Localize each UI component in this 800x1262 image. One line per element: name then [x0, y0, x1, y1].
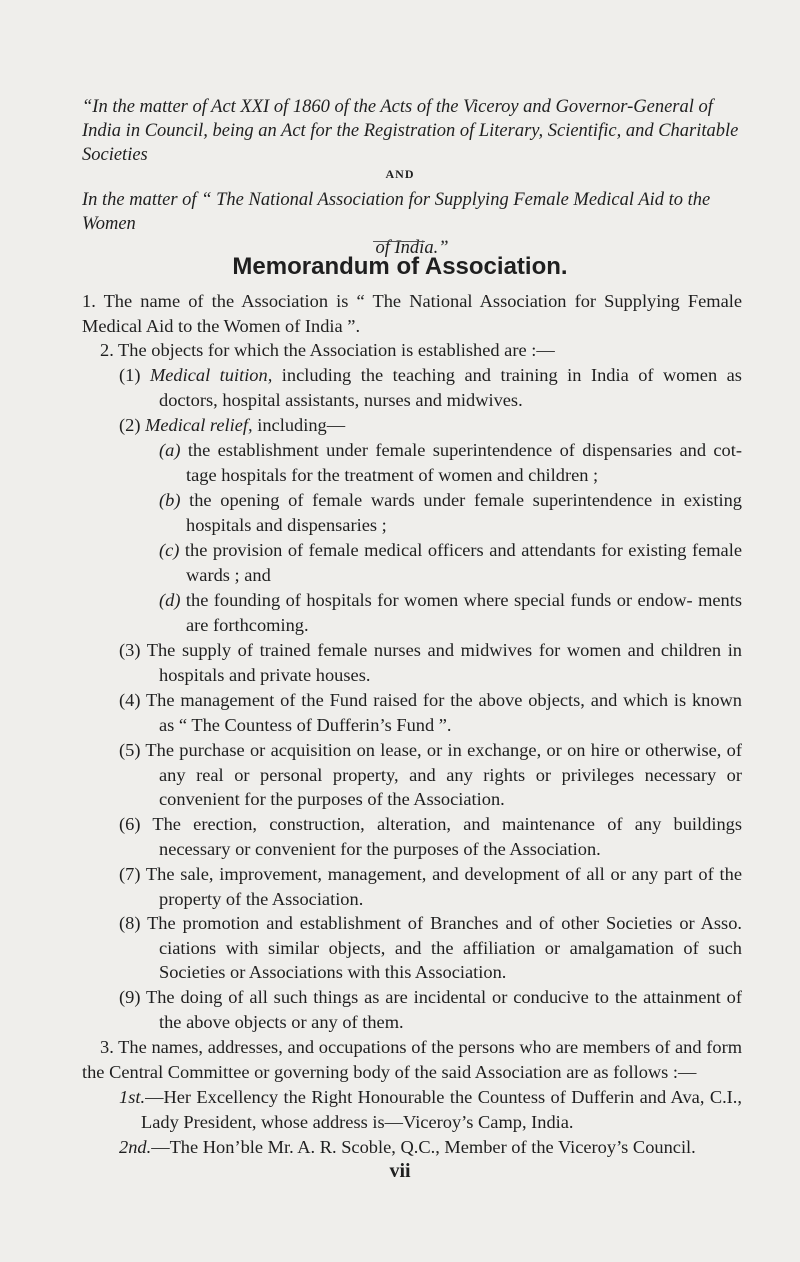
- object-3-text: The supply of trained female nurses and midwives for women and children in hospitals and private houses.: [146, 640, 742, 685]
- subitem-a-label: (a): [159, 440, 181, 460]
- object-2-text: including—: [252, 415, 346, 435]
- object-8: [119, 911, 742, 985]
- subitem-d-label: (d): [159, 590, 181, 610]
- object-6: [119, 812, 742, 861]
- clause-3: 3. The names, addresses, and occupations of the persons who are members of and form the Central Committee or governing body of the said Association are as follows :—: [82, 1037, 742, 1082]
- object-2: [119, 413, 742, 438]
- subitem-c-label: (c): [159, 540, 180, 560]
- object-6-text: The erection, construction, alteration, and maintenance of any buildings necessary or convenient for the purposes of the Association.: [152, 814, 742, 859]
- object-9-text: The doing of all such things as are incidental or conducive to the attainment of the above objects or any of them.: [146, 987, 742, 1032]
- subitem-b: [159, 488, 742, 537]
- member-1-text: —Her Excellency the Right Honourable the Countess of Dufferin and Ava, C.I., Lady President, whose address is—Viceroy’s Camp, India.: [141, 1087, 742, 1132]
- object-7-label: (7): [119, 864, 141, 884]
- object-7: [119, 862, 742, 911]
- clause-1-text: 1. The name of the Association is “ The National Association for Supplying Female Medical Aid to the Women of India ”.: [82, 291, 742, 336]
- object-6-label: (6): [119, 814, 141, 834]
- second-heading-line-2: of India.”: [375, 238, 449, 258]
- object-8-label: (8): [119, 913, 141, 933]
- object-5-label: (5): [119, 740, 141, 760]
- object-5-text: The purchase or acquisition on lease, or in exchange, or on hire or otherwise, of any real or personal property, and any rights or privileges necessary or convenient for the purposes of the Association.: [145, 740, 742, 810]
- intro-heading: “In the matter of Act XXI of 1860 of the Acts of the Viceroy and Governor-General of India in Council, being an Act for the Registration of Literary, Scientific, and Charitable Societies: [82, 97, 739, 165]
- object-1: [119, 363, 742, 412]
- subitem-b-label: (b): [159, 490, 181, 510]
- object-4-label: (4): [119, 690, 141, 710]
- object-7-text: The sale, improvement, management, and development of all or any part of the property of the Association.: [145, 864, 742, 909]
- member-2-text: —The Hon’ble Mr. A. R. Scoble, Q.C., Member of the Viceroy’s Council.: [151, 1137, 696, 1157]
- subitem-c: [159, 538, 742, 587]
- object-9: [119, 985, 742, 1034]
- object-1-label: (1): [119, 365, 141, 385]
- object-2-lead: Medical relief,: [145, 415, 253, 435]
- subitem-d-text: the founding of hospitals for women where special funds or endow- ments are forthcoming.: [185, 590, 742, 635]
- object-8-text: The promotion and establishment of Branches and of other Societies or Asso. ciations with similar objects, and the affiliation or amalgamation of such Societies or Associations with this Association.: [147, 913, 742, 983]
- object-4-text: The management of the Fund raised for the above objects, and which is known as “ The Countess of Dufferin’s Fund ”.: [145, 690, 743, 735]
- object-4: [119, 688, 742, 737]
- second-heading-line-1: In the matter of “ The National Association for Supplying Female Medical Aid to the Women: [82, 190, 711, 234]
- clause-2: 2. The objects for which the Association is established are :—: [100, 340, 555, 360]
- member-2-ordinal: 2nd.: [119, 1137, 152, 1157]
- object-3: [119, 638, 742, 687]
- subitem-a-text: the establishment under female superintendence of dispensaries and cot- tage hospitals for the treatment of women and children ;: [186, 440, 742, 485]
- object-5: [119, 738, 742, 812]
- clause-1: [82, 289, 742, 338]
- subitem-c-text: the provision of female medical officers and attendants for existing female wards ; and: [184, 540, 742, 585]
- object-1-lead: Medical tuition,: [149, 365, 273, 385]
- and-separator: AND: [385, 167, 415, 181]
- member-1-ordinal: 1st.: [119, 1087, 146, 1107]
- subitem-a: [159, 438, 742, 487]
- member-1: [119, 1085, 742, 1134]
- page-title: Memorandum of Association.: [232, 253, 568, 280]
- divider-rule: [373, 241, 425, 242]
- object-1-text: including the teaching and training in India of women as doctors, hospital assistants, nurses and midwives.: [159, 365, 742, 410]
- object-3-label: (3): [119, 640, 141, 660]
- subitem-d: [159, 588, 742, 637]
- second-heading: [82, 188, 742, 260]
- page-number: vii: [389, 1160, 411, 1182]
- object-2-label: (2): [119, 415, 141, 435]
- member-2: [119, 1135, 742, 1160]
- object-9-label: (9): [119, 987, 141, 1007]
- subitem-b-text: the opening of female wards under female superintendence in existing hospitals and dispensaries ;: [186, 490, 742, 535]
